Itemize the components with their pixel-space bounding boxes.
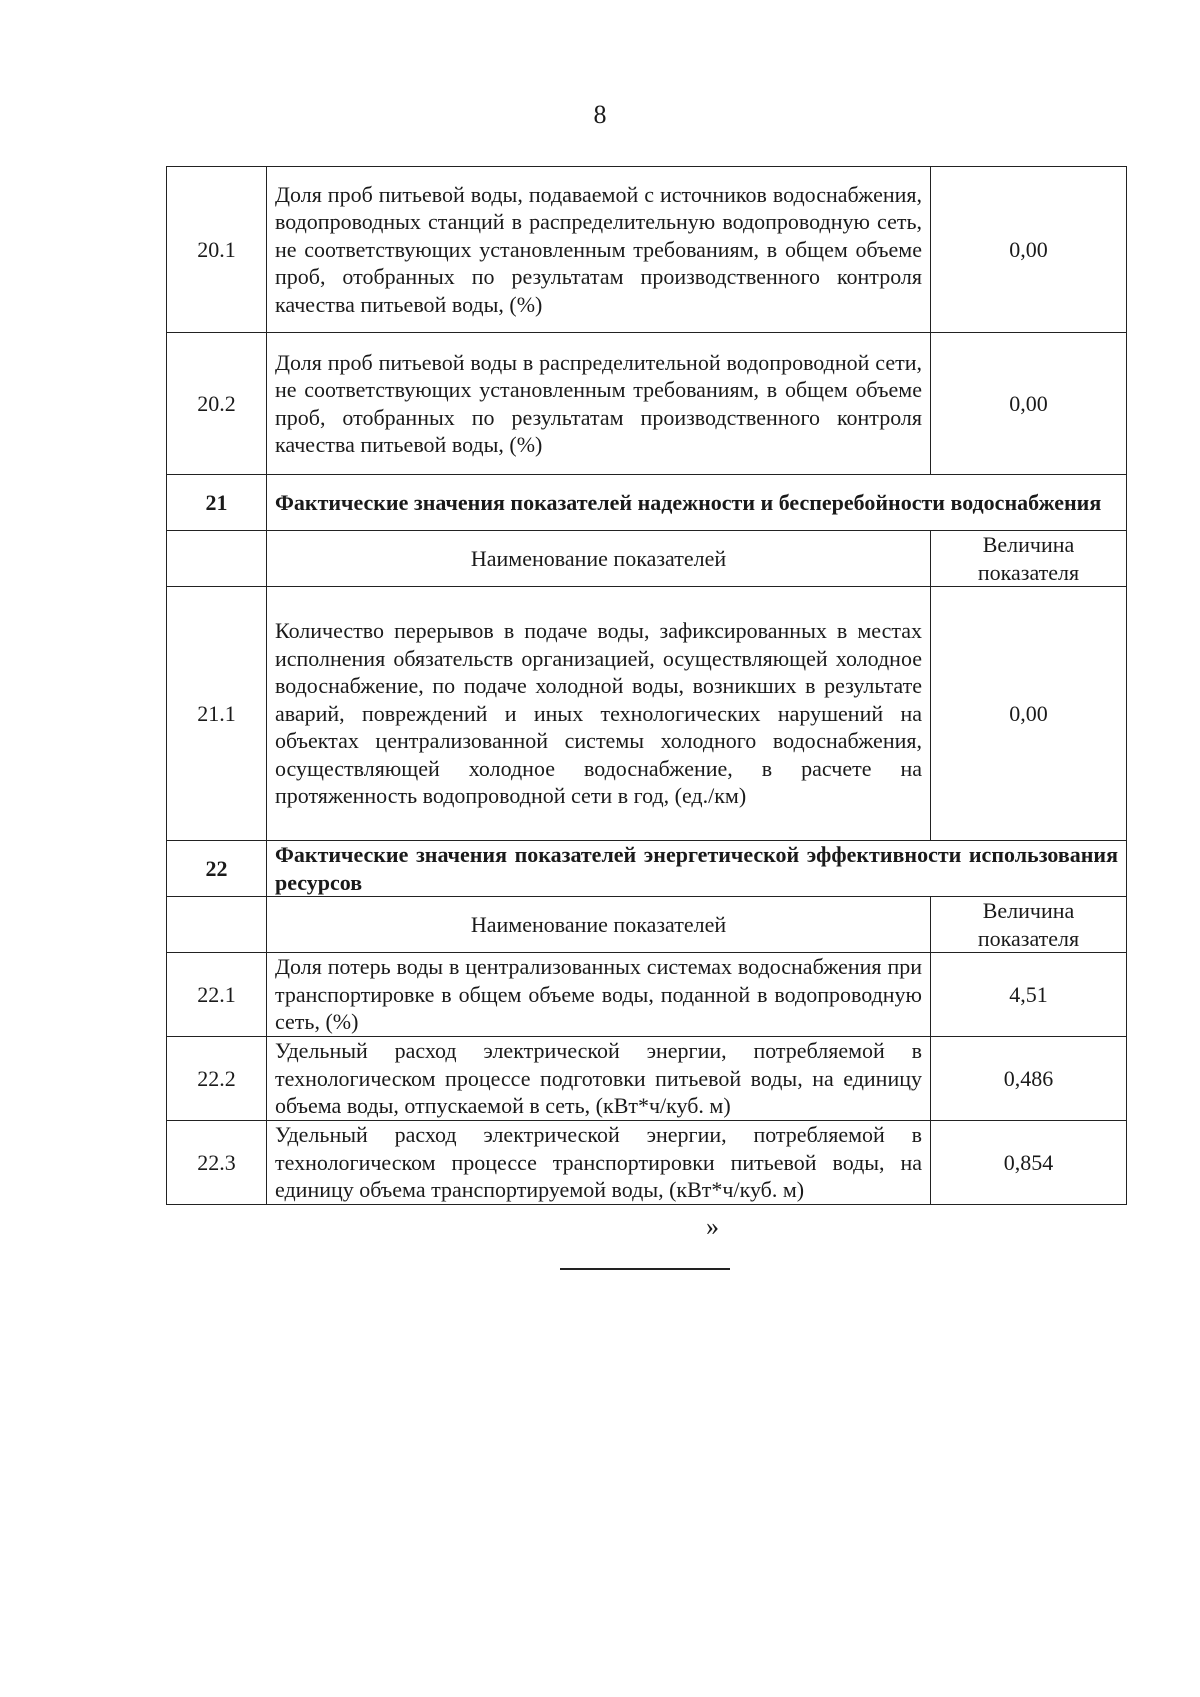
indicators-table <box>166 166 1127 1205</box>
row-number: 22.1 <box>167 953 267 1037</box>
indicator-value: 0,854 <box>931 1121 1127 1205</box>
name-column-header: Наименование показателей <box>267 897 931 953</box>
closing-quote-mark: » <box>706 1212 719 1241</box>
section-number: 21 <box>167 475 267 531</box>
section-title: Фактические значения показателей надежности и бесперебойности водоснабжения <box>267 475 1127 531</box>
indicator-value: 0,486 <box>931 1037 1127 1121</box>
value-column-header: Величина показателя <box>931 897 1127 953</box>
indicator-value: 0,00 <box>931 333 1127 475</box>
indicator-description: Доля потерь воды в централизованных системах водоснабжения при транспортировке в общем объеме воды, поданной в водопроводную сеть, (%) <box>267 953 931 1037</box>
indicator-description: Удельный расход электрической энергии, потребляемой в технологическом процессе транспортировки питьевой воды, на единицу объема транспортируемой воды, (кВт*ч/куб. м) <box>267 1121 931 1205</box>
indicator-description: Доля проб питьевой воды в распределительной водопроводной сети, не соответствующих установленным требованиям, в общем объеме проб, отобранных по результатам производственного контроля качества питьевой воды, (%) <box>267 333 931 475</box>
indicator-description: Количество перерывов в подаче воды, зафиксированных в местах исполнения обязательств организацией, осуществляющей холодное водоснабжение, по подаче холодной воды, возникших в результате аварий, повреждений и иных технологических нарушений на объектах централизованной системы холодного водоснабжения, осуществляющей холодное водоснабжение, в расчете на протяженность водопроводной сети в год, (ед./км) <box>267 587 931 841</box>
column-header-row <box>167 897 1127 953</box>
table-row <box>167 333 1127 475</box>
section-title: Фактические значения показателей энергетической эффективности использования ресурсов <box>267 841 1127 897</box>
indicator-value: 4,51 <box>931 953 1127 1037</box>
row-number: 21.1 <box>167 587 267 841</box>
name-column-header: Наименование показателей <box>267 531 931 587</box>
indicator-value: 0,00 <box>931 587 1127 841</box>
table-row <box>167 953 1127 1037</box>
row-number: 20.1 <box>167 167 267 333</box>
table-row <box>167 1121 1127 1205</box>
section-number: 22 <box>167 841 267 897</box>
row-number: 20.2 <box>167 333 267 475</box>
page-number: 8 <box>593 100 607 129</box>
table-row <box>167 167 1127 333</box>
section-header-row <box>167 475 1127 531</box>
value-column-header: Величина показателя <box>931 531 1127 587</box>
empty-cell <box>167 531 267 587</box>
row-number: 22.2 <box>167 1037 267 1121</box>
indicator-description: Доля проб питьевой воды, подаваемой с источников водоснабжения, водопроводных станций в распределительную водопроводную сеть, не соответствующих установленным требованиям, в общем объеме проб, отобранных по результатам производственного контроля качества питьевой воды, (%) <box>267 167 931 333</box>
end-divider-line <box>560 1268 730 1270</box>
section-header-row <box>167 841 1127 897</box>
table-row <box>167 1037 1127 1121</box>
table-row <box>167 587 1127 841</box>
indicator-description: Удельный расход электрической энергии, потребляемой в технологическом процессе подготовки питьевой воды, на единицу объема воды, отпускаемой в сеть, (кВт*ч/куб. м) <box>267 1037 931 1121</box>
indicator-value: 0,00 <box>931 167 1127 333</box>
column-header-row <box>167 531 1127 587</box>
empty-cell <box>167 897 267 953</box>
row-number: 22.3 <box>167 1121 267 1205</box>
